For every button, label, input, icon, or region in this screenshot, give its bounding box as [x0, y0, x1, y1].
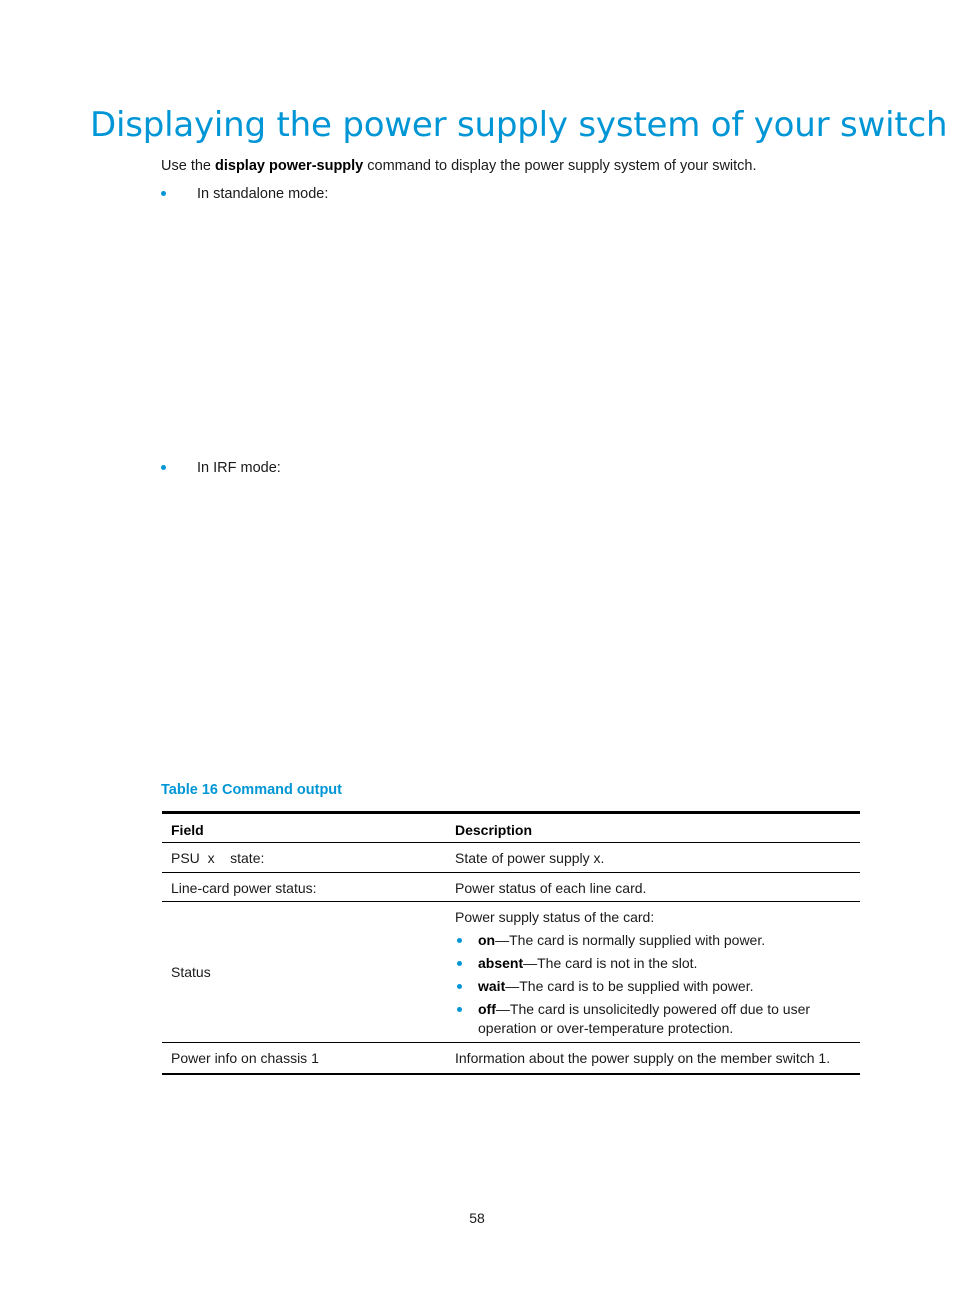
description-cell — [455, 908, 852, 1038]
status-term: off — [478, 1001, 496, 1017]
intro-text-before: Use the — [161, 158, 215, 174]
header-description: Description — [455, 822, 533, 838]
bullet-text: In standalone mode: — [197, 186, 329, 202]
header-field: Field — [171, 822, 204, 838]
list-item — [455, 1000, 852, 1038]
bullet-icon — [457, 984, 462, 989]
status-term: wait — [478, 978, 506, 994]
list-item — [455, 977, 852, 996]
description-cell: State of power supply x. — [455, 850, 605, 866]
intro-paragraph — [161, 156, 757, 176]
description-cell: Power status of each line card. — [455, 880, 647, 896]
field-cell: Power info on chassis 1 — [171, 1050, 319, 1066]
intro-text-after: command to display the power supply system of your switch. — [363, 158, 757, 174]
table-row — [162, 902, 860, 1043]
list-item — [455, 931, 852, 950]
status-text: —The card is unsolicitedly powered off due to user operation or over-temperature protection. — [478, 1001, 811, 1036]
status-term: on — [478, 932, 496, 948]
table-row — [162, 843, 860, 873]
table-row — [162, 873, 860, 902]
bullet-icon — [457, 938, 462, 943]
bullet-icon — [161, 191, 166, 196]
command-output-table — [162, 811, 860, 1075]
status-list — [455, 931, 852, 1038]
status-text: —The card is to be supplied with power. — [505, 978, 754, 994]
description-intro: Power supply status of the card: — [455, 909, 655, 925]
field-cell: Line-card power status: — [171, 880, 317, 896]
status-text: —The card is normally supplied with power. — [495, 932, 766, 948]
command-name: display power-supply — [215, 158, 364, 174]
table-row — [162, 1043, 860, 1075]
bullet-text: In IRF mode: — [197, 460, 281, 476]
bullet-icon — [161, 465, 166, 470]
page-number: 58 — [469, 1210, 485, 1226]
status-term: absent — [478, 955, 524, 971]
list-item — [455, 954, 852, 973]
page-title: Displaying the power supply system of your switch — [90, 105, 948, 145]
bullet-icon — [457, 1007, 462, 1012]
field-cell: Status — [171, 964, 211, 980]
table-header-row — [162, 814, 860, 843]
description-cell: Information about the power supply on the member switch 1. — [455, 1050, 831, 1066]
status-text: —The card is not in the slot. — [523, 955, 698, 971]
table-caption: Table 16 Command output — [161, 782, 342, 798]
field-cell: PSU x state: — [171, 850, 265, 866]
bullet-icon — [457, 961, 462, 966]
